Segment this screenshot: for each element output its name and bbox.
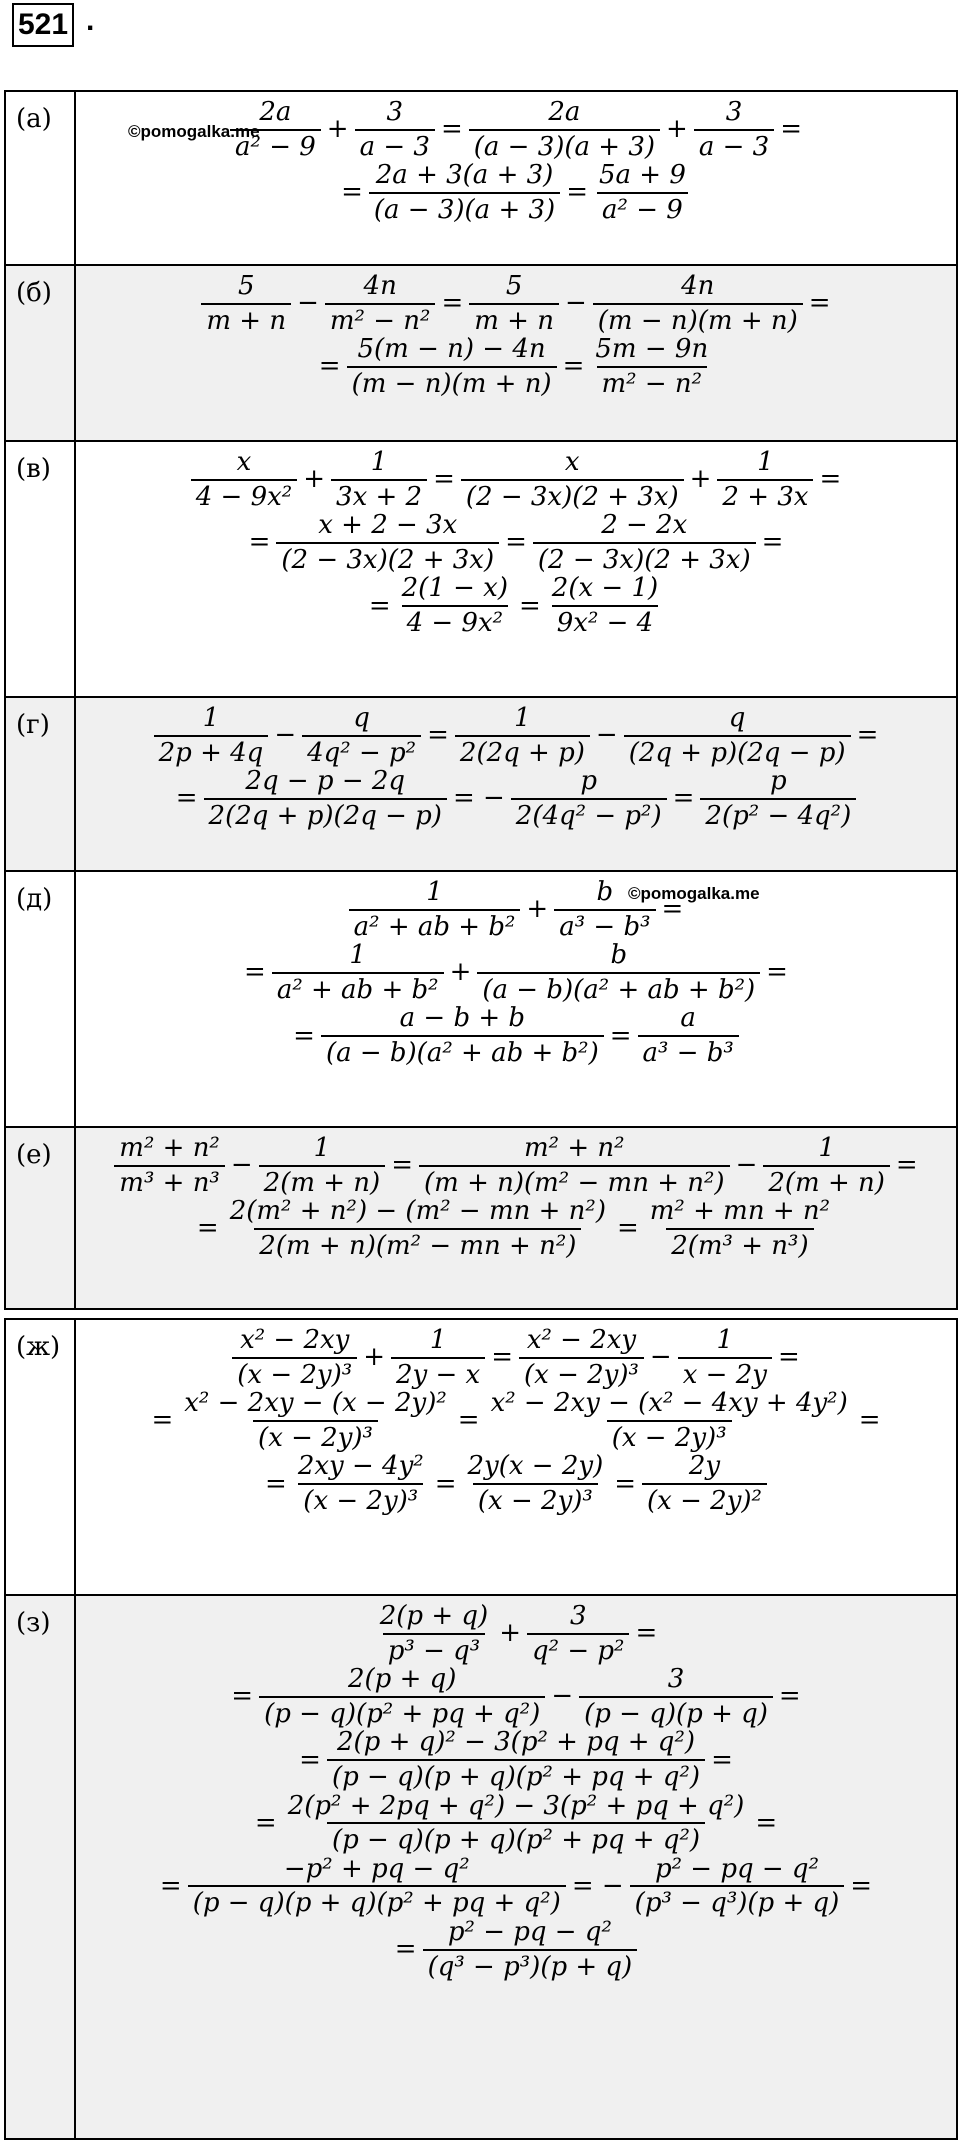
fraction	[225, 1197, 611, 1260]
operator: = −	[571, 1871, 624, 1902]
numerator: 2(m² + n²) − (m² − mn + n²)	[229, 1196, 606, 1227]
operator: =	[819, 464, 842, 495]
operator: −	[735, 1150, 758, 1181]
denominator: a² − 9	[597, 192, 688, 225]
solution-table	[4, 1594, 958, 2140]
denominator: (p − q)(p + q)(p² + pq + q²)	[327, 1822, 705, 1855]
fraction	[191, 448, 297, 511]
denominator: a − 3	[355, 129, 435, 162]
operator: =	[519, 590, 541, 621]
fraction	[533, 511, 756, 574]
operator: =	[661, 894, 684, 925]
fraction	[477, 941, 760, 1004]
numerator: 2a + 3(a + 3)	[375, 160, 554, 191]
operator: =	[777, 1342, 800, 1373]
part-label: (ж)	[5, 1319, 75, 1595]
fraction	[511, 767, 667, 830]
numerator: 2(p + q)² − 3(p² + pq + q²)	[336, 1727, 696, 1758]
denominator: m² − n²	[325, 303, 436, 336]
operator: +	[526, 894, 549, 925]
operator: =	[175, 783, 198, 814]
operator: −	[551, 1681, 574, 1712]
operator: =	[562, 351, 585, 382]
fraction	[547, 574, 663, 637]
numerator: x² − 2xy − (x − 2y)²	[184, 1388, 447, 1419]
part-label: (е)	[5, 1127, 75, 1309]
numerator: −p² + pq − q²	[283, 1853, 470, 1884]
fraction	[694, 98, 774, 161]
numerator: 5	[237, 271, 255, 301]
numerator: m² + mn + n²	[649, 1196, 831, 1227]
equation-line	[84, 704, 948, 767]
fraction	[700, 767, 856, 830]
denominator: (p − q)(p² + pq + q²)	[259, 1696, 545, 1729]
denominator: (2 − 3x)(2 + 3x)	[276, 542, 499, 575]
numerator: 2(1 − x)	[401, 573, 508, 604]
denominator: m + n	[469, 303, 559, 336]
solution-row	[5, 1319, 957, 1595]
numerator: 1	[716, 1325, 734, 1355]
operator: =	[780, 114, 802, 145]
denominator: 2(2q + p)(2q − p)	[204, 798, 447, 831]
denominator: a³ − b³	[554, 909, 655, 942]
numerator: 5m − 9n	[595, 334, 709, 365]
numerator: p	[770, 766, 787, 797]
operator: =	[391, 1150, 413, 1181]
denominator: a³ − b³	[638, 1035, 739, 1068]
denominator: a − 3	[694, 129, 774, 162]
numerator: p² − pq − q²	[654, 1853, 820, 1884]
operator: =	[808, 288, 831, 319]
numerator: 1	[349, 940, 366, 971]
denominator: 3x + 2	[331, 479, 427, 512]
denominator: 2y − x	[391, 1357, 485, 1390]
fraction	[527, 1602, 629, 1665]
fraction	[272, 941, 444, 1004]
operator: =	[244, 957, 266, 988]
numerator: 4n	[363, 271, 397, 301]
denominator: (2 − 3x)(2 + 3x)	[461, 479, 684, 512]
denominator: 2(m³ + n³)	[666, 1228, 813, 1261]
operator: =	[635, 1618, 658, 1649]
fraction	[179, 1389, 452, 1452]
operator: =	[711, 1744, 733, 1775]
numerator: q	[353, 703, 370, 733]
equation-line	[84, 448, 948, 511]
denominator: (p − q)(p + q)	[579, 1696, 773, 1729]
denominator: m² − n²	[597, 366, 708, 399]
solution-table	[4, 264, 958, 442]
solution-body	[75, 441, 957, 697]
operator: =	[299, 1744, 321, 1775]
denominator: (x − 2y)³	[607, 1420, 732, 1453]
numerator: 1	[313, 1133, 331, 1163]
denominator: m + n	[201, 303, 291, 336]
operator: =	[293, 1020, 315, 1051]
operator: =	[427, 720, 449, 751]
operator: =	[566, 177, 588, 208]
numerator: 3	[569, 1601, 587, 1631]
numerator: a	[680, 1003, 696, 1034]
numerator: 2a	[259, 97, 292, 127]
fraction	[331, 448, 427, 511]
part-label: (д)	[5, 871, 75, 1127]
operator: =	[318, 351, 341, 382]
operator: =	[614, 1468, 637, 1499]
fraction	[375, 1602, 493, 1665]
denominator: 4 − 9x²	[191, 479, 297, 512]
solution-row	[5, 441, 957, 697]
equation-line	[84, 272, 948, 335]
solution-table	[4, 1126, 958, 1310]
operator: =	[265, 1468, 287, 1499]
problem-number-dot: .	[86, 4, 95, 37]
equation-line	[84, 1855, 948, 1918]
operator: =	[440, 114, 463, 145]
denominator: (m − n)(m + n)	[347, 366, 557, 399]
fraction	[624, 704, 851, 767]
numerator: 5a + 9	[598, 160, 686, 191]
denominator: 4 − 9x²	[402, 605, 508, 638]
fraction	[630, 1855, 845, 1918]
fraction	[259, 1134, 386, 1197]
part-label: (б)	[5, 265, 75, 441]
denominator: 9x² − 4	[552, 605, 658, 638]
denominator: (2q + p)(2q − p)	[624, 735, 851, 768]
operator: =	[441, 288, 464, 319]
equation-line	[84, 1197, 948, 1260]
denominator: a² + ab + b²	[272, 972, 444, 1005]
numerator: 3	[386, 97, 404, 127]
fraction	[717, 448, 813, 511]
denominator: 2(m + n)(m² − mn + n²)	[254, 1228, 581, 1261]
equation-line	[84, 1728, 948, 1791]
part-label: (а)	[5, 91, 75, 265]
operator: −	[649, 1342, 672, 1373]
numerator: m² + n²	[524, 1133, 625, 1163]
operator: =	[434, 1468, 457, 1499]
operator: =	[766, 957, 788, 988]
denominator: (x − 2y)³	[473, 1483, 598, 1516]
numerator: 2xy − 4y²	[297, 1451, 424, 1482]
denominator: m³ + n³	[114, 1165, 225, 1198]
numerator: 5(m − n) − 4n	[357, 334, 546, 365]
denominator: (a − b)(a² + ab + b²)	[321, 1035, 604, 1068]
operator: =	[858, 1405, 881, 1436]
numerator: 2(p + q)	[379, 1601, 489, 1631]
operator: =	[433, 464, 455, 495]
solution-body	[75, 697, 957, 871]
operator: −	[274, 720, 297, 751]
operator: =	[856, 720, 879, 751]
fraction	[391, 1326, 485, 1389]
fraction	[463, 1452, 609, 1515]
fraction	[369, 161, 560, 224]
fraction	[293, 1452, 429, 1515]
solution-table	[4, 696, 958, 872]
part-label: (з)	[5, 1595, 75, 2139]
problem-number: 521	[12, 3, 74, 47]
fraction	[590, 335, 713, 398]
fraction	[469, 272, 559, 335]
operator: −	[564, 288, 587, 319]
numerator: 1	[757, 447, 774, 477]
denominator: 2(m + n)	[763, 1165, 890, 1198]
fraction	[645, 1197, 835, 1260]
denominator: 2(4q² − p²)	[511, 798, 667, 831]
operator: =	[341, 177, 363, 208]
operator: =	[850, 1871, 873, 1902]
equation-line	[84, 1665, 948, 1728]
operator: =	[368, 590, 391, 621]
fraction	[419, 1134, 730, 1197]
operator: +	[666, 114, 688, 145]
denominator: (x − 2y)²	[642, 1483, 767, 1516]
operator: =	[672, 783, 695, 814]
denominator: (a − 3)(a + 3)	[369, 192, 560, 225]
fraction	[154, 704, 269, 767]
operator: =	[394, 1934, 417, 1965]
solution-row	[5, 697, 957, 871]
solution-body	[75, 91, 957, 265]
operator: −	[297, 288, 319, 319]
equation-line	[84, 1389, 948, 1452]
numerator: 2y	[688, 1451, 721, 1482]
fraction	[204, 767, 447, 830]
numerator: 1	[426, 877, 443, 907]
equation-line	[84, 1918, 948, 1981]
fraction	[469, 98, 660, 161]
operator: =	[761, 527, 784, 558]
solution-table	[4, 90, 958, 266]
denominator: (x − 2y)³	[232, 1357, 357, 1390]
numerator: 2q − p − 2q	[245, 766, 406, 797]
fraction	[259, 1665, 545, 1728]
solution-body	[75, 1127, 957, 1309]
numerator: b	[596, 877, 614, 907]
numerator: 2a	[548, 97, 581, 127]
equation-line	[84, 1602, 948, 1665]
numerator: x² − 2xy	[526, 1325, 637, 1355]
denominator: x − 2y	[678, 1357, 772, 1390]
numerator: 2(p + q)	[347, 1664, 457, 1695]
part-label: (г)	[5, 697, 75, 871]
numerator: 1	[514, 703, 531, 733]
fraction	[327, 1728, 705, 1791]
fraction	[276, 511, 499, 574]
fraction	[325, 272, 436, 335]
operator: +	[449, 957, 472, 988]
fraction	[579, 1665, 773, 1728]
watermark: ©pomogalka.me	[628, 884, 760, 903]
numerator: x	[236, 447, 252, 477]
denominator: (m − n)(m + n)	[593, 303, 803, 336]
solution-body	[75, 1319, 957, 1595]
operator: +	[303, 464, 326, 495]
operator: =	[778, 1681, 801, 1712]
equation-line	[84, 574, 948, 637]
operator: =	[491, 1342, 513, 1373]
fraction	[593, 272, 803, 335]
numerator: p	[580, 766, 598, 797]
operator: =	[609, 1020, 632, 1051]
fraction	[302, 704, 421, 767]
denominator: (x − 2y)³	[519, 1357, 644, 1390]
solution-body	[75, 1595, 957, 2139]
numerator: 2(x − 1)	[551, 573, 659, 604]
numerator: 1	[202, 703, 220, 733]
solution-body	[75, 265, 957, 441]
denominator: q² − p²	[527, 1633, 629, 1666]
numerator: 3	[667, 1664, 685, 1695]
fraction	[188, 1855, 566, 1918]
denominator: 2(2q + p)	[455, 735, 590, 768]
denominator: (p − q)(p + q)(p² + pq + q²)	[327, 1759, 705, 1792]
equation-line	[84, 1326, 948, 1389]
equation-line	[84, 1134, 948, 1197]
fraction	[397, 574, 513, 637]
denominator: (x − 2y)³	[298, 1483, 423, 1516]
numerator: x² − 2xy − (x² − 4xy + 4y²)	[490, 1388, 848, 1419]
denominator: (m + n)(m² − mn + n²)	[419, 1165, 730, 1198]
operator: +	[499, 1618, 521, 1649]
numerator: x + 2 − 3x	[318, 510, 458, 541]
fraction	[519, 1326, 644, 1389]
numerator: 1	[818, 1133, 835, 1163]
solution-table	[4, 440, 958, 698]
numerator: 1	[370, 447, 388, 477]
solution-row	[5, 871, 957, 1127]
denominator: (p³ − q³)(p + q)	[630, 1885, 845, 1918]
denominator: 2(m + n)	[259, 1165, 386, 1198]
numerator: 2(p² + 2pq + q²) − 3(p² + pq + q²)	[287, 1790, 745, 1821]
operator: = −	[452, 783, 505, 814]
equation-line	[84, 161, 948, 224]
fraction	[763, 1134, 890, 1197]
fraction	[638, 1004, 739, 1067]
equation-line	[84, 1792, 948, 1855]
numerator: b	[610, 940, 628, 971]
numerator: 2 − 2x	[601, 510, 688, 541]
denominator: a² − 9	[230, 129, 321, 162]
solution-row	[5, 1595, 957, 2139]
part-label: (в)	[5, 441, 75, 697]
fraction	[642, 1452, 767, 1515]
denominator: 4q² − p²	[302, 735, 421, 768]
numerator: x	[564, 447, 580, 477]
solution-table	[4, 870, 958, 1128]
denominator: 2(p² − 4q²)	[700, 798, 856, 831]
equation-line	[84, 1004, 948, 1067]
numerator: 5	[505, 271, 523, 301]
denominator: (x − 2y)³	[253, 1420, 378, 1453]
numerator: m² + n²	[119, 1133, 220, 1163]
fraction	[114, 1134, 225, 1197]
operator: =	[159, 1871, 182, 1902]
fraction	[594, 161, 691, 224]
operator: =	[755, 1807, 778, 1838]
denominator: a² + ab + b²	[349, 909, 521, 942]
fraction	[461, 448, 684, 511]
denominator: (a − 3)(a + 3)	[469, 129, 660, 162]
fraction	[486, 1389, 853, 1452]
denominator: (q³ − p³)(p + q)	[423, 1949, 638, 1982]
equation-line	[84, 335, 948, 398]
fraction	[283, 1792, 750, 1855]
operator: =	[151, 1405, 174, 1436]
denominator: (2 − 3x)(2 + 3x)	[533, 542, 756, 575]
operator: =	[505, 527, 527, 558]
operator: −	[230, 1150, 253, 1181]
operator: =	[231, 1681, 254, 1712]
operator: =	[254, 1807, 277, 1838]
operator: =	[248, 527, 271, 558]
equation-line	[84, 767, 948, 830]
equation-line	[84, 511, 948, 574]
fraction	[423, 1918, 638, 1981]
fraction	[347, 335, 557, 398]
fraction	[355, 98, 435, 161]
numerator: p² − pq − q²	[447, 1916, 612, 1947]
fraction	[201, 272, 291, 335]
operator: =	[895, 1150, 918, 1181]
operator: −	[595, 720, 618, 751]
operator: +	[689, 464, 712, 495]
denominator: p³ − q³	[383, 1633, 485, 1666]
operator: +	[326, 114, 349, 145]
solution-row	[5, 1127, 957, 1309]
solution-body	[75, 871, 957, 1127]
numerator: x² − 2xy	[240, 1325, 350, 1355]
solution-row	[5, 91, 957, 265]
denominator: 2p + 4q	[154, 735, 269, 768]
fraction	[455, 704, 590, 767]
fraction	[349, 878, 521, 941]
operator: =	[616, 1213, 639, 1244]
fraction	[678, 1326, 772, 1389]
denominator: (a − b)(a² + ab + b²)	[477, 972, 760, 1005]
equation-line	[84, 1452, 948, 1515]
numerator: 4n	[681, 271, 715, 301]
operator: =	[457, 1405, 480, 1436]
denominator: 2 + 3x	[717, 479, 813, 512]
numerator: 3	[725, 97, 743, 127]
equation-line	[84, 878, 948, 941]
fraction	[321, 1004, 604, 1067]
numerator: 2y(x − 2y)	[467, 1451, 604, 1482]
equation-line	[84, 941, 948, 1004]
operator: +	[363, 1342, 385, 1373]
numerator: a − b + b	[399, 1003, 526, 1034]
solution-row	[5, 265, 957, 441]
watermark: ©pomogalka.me	[128, 122, 260, 141]
fraction	[232, 1326, 357, 1389]
numerator: q	[728, 703, 746, 733]
operator: =	[196, 1213, 219, 1244]
denominator: (p − q)(p + q)(p² + pq + q²)	[188, 1885, 566, 1918]
solution-table	[4, 1318, 958, 1596]
numerator: 1	[429, 1325, 447, 1355]
